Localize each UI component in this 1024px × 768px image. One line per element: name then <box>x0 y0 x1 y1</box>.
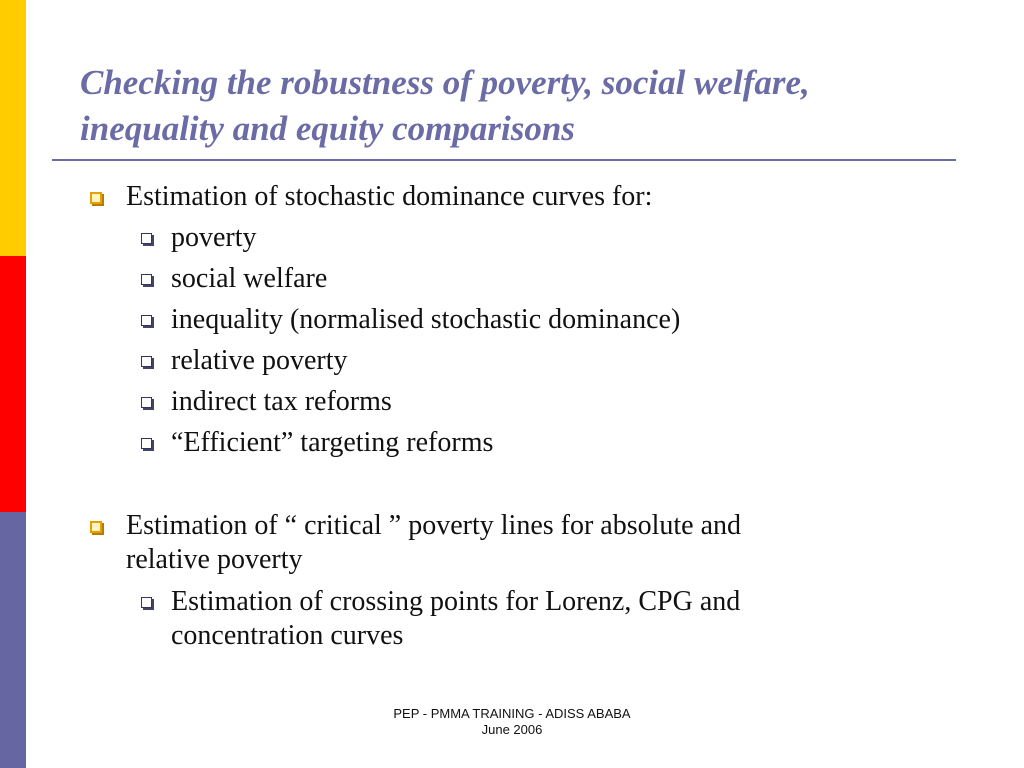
sub-bullet-relative-poverty <box>171 344 347 378</box>
footer-line1: PEP - PMMA TRAINING - ADISS ABABA <box>393 706 631 721</box>
sub-bullet-indirect-tax <box>171 385 392 419</box>
square-bullet-icon <box>90 192 102 204</box>
bullet-critical-poverty-lines <box>126 509 741 577</box>
sub-bullet-crossing-points <box>171 585 740 653</box>
slide-footer <box>312 706 712 738</box>
bullet-text-line1: Estimation of “ critical ” poverty lines for absolute and <box>126 510 742 541</box>
sub-bullet-targeting <box>171 426 493 460</box>
sub-bullet-text-line2: concentration curves <box>171 620 404 651</box>
title-divider <box>52 159 956 161</box>
accent-stripe-yellow <box>0 0 26 256</box>
accent-stripe-red <box>0 256 26 512</box>
sub-bullet-poverty <box>171 221 257 255</box>
accent-stripe-blue <box>0 512 26 768</box>
square-bullet-icon <box>141 356 152 367</box>
square-bullet-icon <box>141 397 152 408</box>
sub-bullet-text: “Efficient” targeting reforms <box>171 427 494 458</box>
sub-bullet-social-welfare <box>171 262 327 296</box>
square-bullet-icon <box>141 438 152 449</box>
footer-line2: June 2006 <box>481 722 543 737</box>
square-bullet-icon <box>141 274 152 285</box>
bullet-text: Estimation of stochastic dominance curves for: <box>126 181 653 212</box>
bullet-stochastic-dominance <box>126 180 652 214</box>
slide-title: Checking the robustness of poverty, social welfare, inequality and equity comparisons <box>80 63 810 148</box>
sub-bullet-text: indirect tax reforms <box>171 386 392 417</box>
sub-bullet-inequality <box>171 303 680 337</box>
sub-bullet-text-line1: Estimation of crossing points for Lorenz, CPG and <box>171 586 741 617</box>
square-bullet-icon <box>141 597 152 608</box>
sub-bullet-text: inequality (normalised stochastic dominance) <box>171 304 681 335</box>
bullet-text-line2: relative poverty <box>126 544 303 575</box>
square-bullet-icon <box>141 233 152 244</box>
square-bullet-icon <box>90 521 102 533</box>
sub-bullet-text: poverty <box>171 222 257 253</box>
square-bullet-icon <box>141 315 152 326</box>
sub-bullet-text: social welfare <box>171 263 328 294</box>
sub-bullet-text: relative poverty <box>171 345 348 376</box>
